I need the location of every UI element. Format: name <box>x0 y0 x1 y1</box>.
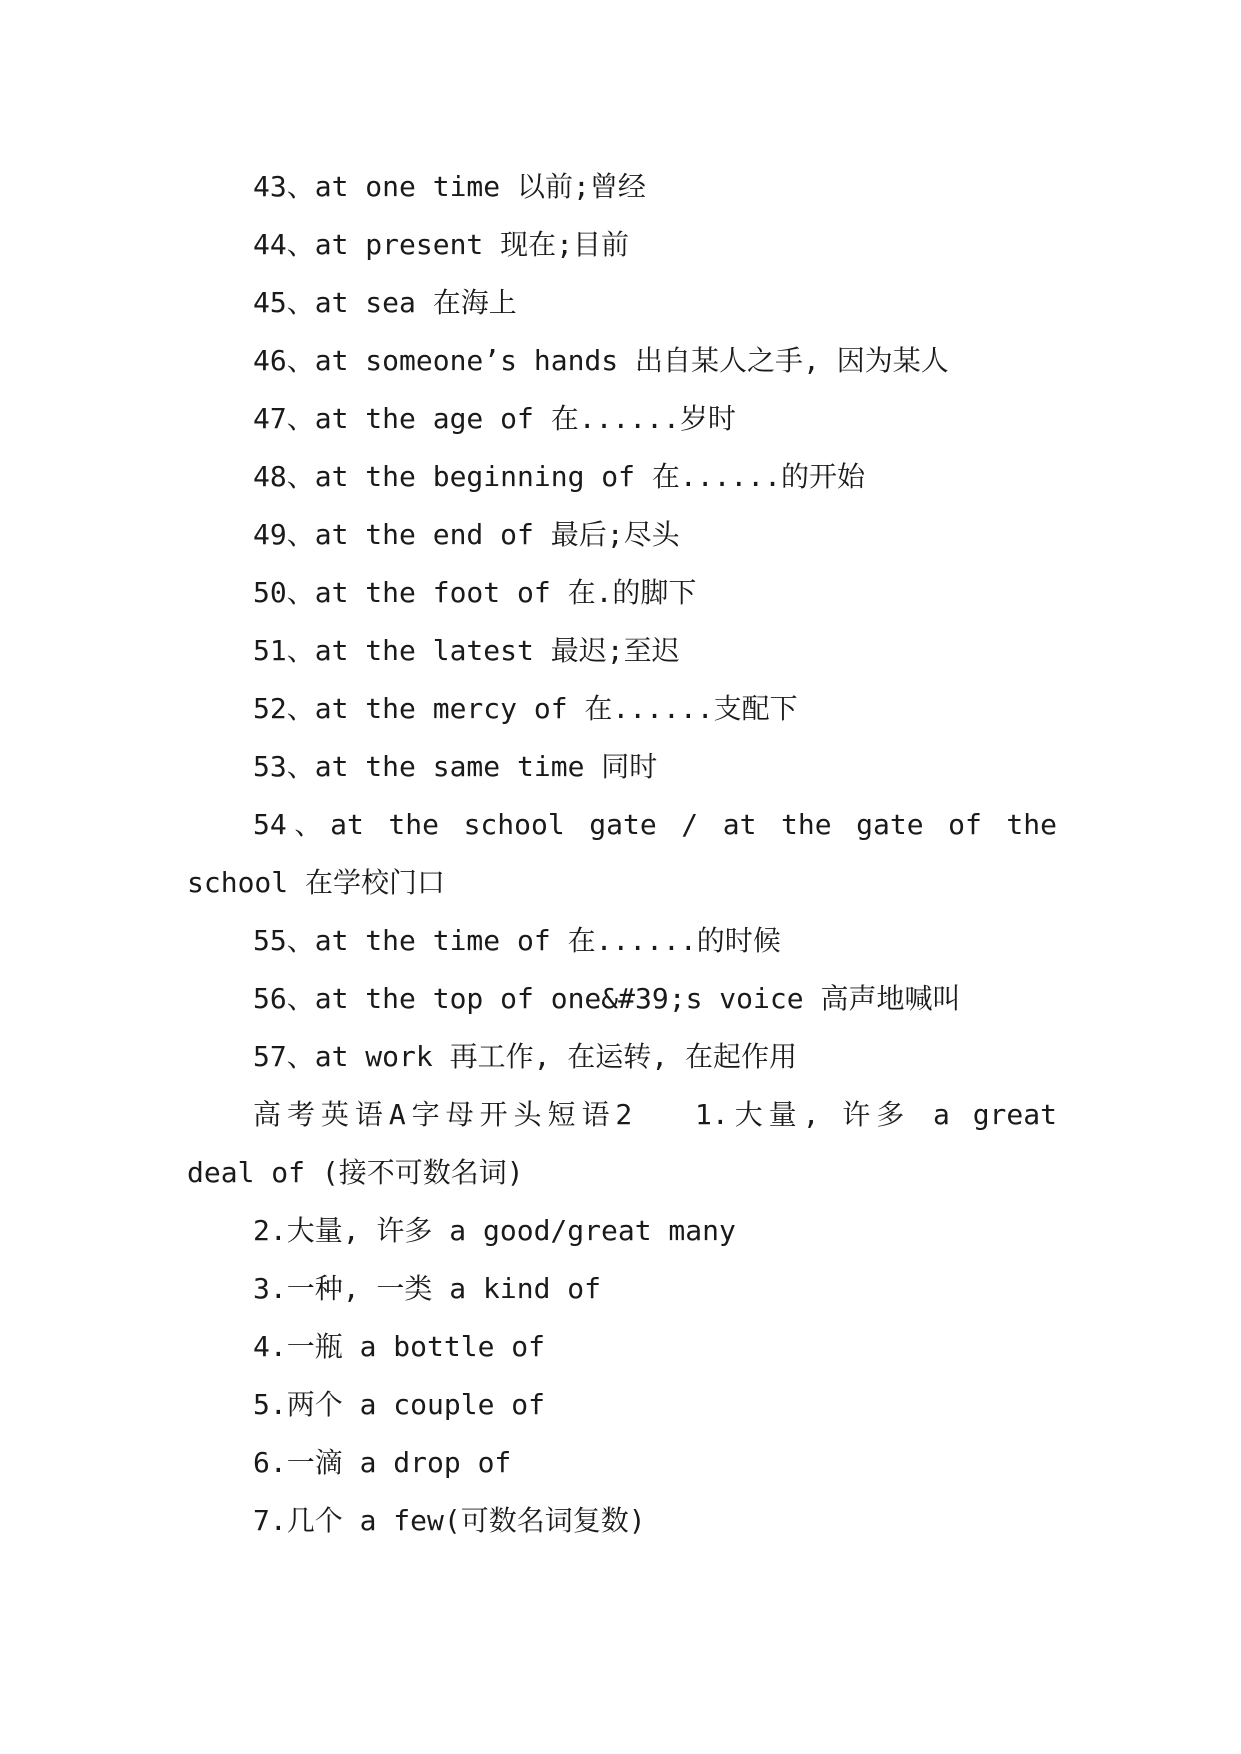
phrase-line-54-continued: school 在学校门口 <box>187 866 446 899</box>
phrase-line-4: 4.一瓶 a bottle of <box>253 1330 546 1363</box>
phrase-line-3: 3.一种, 一类 a kind of <box>253 1272 602 1305</box>
phrase-line-45: 45、at sea 在海上 <box>253 286 517 319</box>
phrase-line-7: 7.几个 a few(可数名词复数) <box>253 1504 646 1537</box>
section-heading-continued: deal of (接不可数名词) <box>187 1156 524 1189</box>
phrase-line-52: 52、at the mercy of 在......支配下 <box>253 692 798 725</box>
phrase-line-44: 44、at present 现在;目前 <box>253 228 630 261</box>
phrase-line-43: 43、at one time 以前;曾经 <box>253 170 646 203</box>
phrase-line-57: 57、at work 再工作, 在运转, 在起作用 <box>253 1040 798 1073</box>
phrase-line-54: 54、at the school gate / at the gate of the <box>253 808 1057 841</box>
phrase-line-56: 56、at the top of one&#39;s voice 高声地喊叫 <box>253 982 961 1015</box>
section-heading-line: 高考英语A字母开头短语2 1.大量, 许多 a great <box>253 1098 1057 1131</box>
phrase-line-55: 55、at the time of 在......的时候 <box>253 924 781 957</box>
phrase-line-51: 51、at the latest 最迟;至迟 <box>253 634 680 667</box>
phrase-line-46: 46、at someone’s hands 出自某人之手, 因为某人 <box>253 344 949 377</box>
phrase-line-6: 6.一滴 a drop of <box>253 1446 512 1479</box>
phrase-line-53: 53、at the same time 同时 <box>253 750 658 783</box>
phrase-line-50: 50、at the foot of 在.的脚下 <box>253 576 697 609</box>
phrase-line-47: 47、at the age of 在......岁时 <box>253 402 736 435</box>
phrase-line-48: 48、at the beginning of 在......的开始 <box>253 460 866 493</box>
phrase-list <box>187 158 1057 1550</box>
phrase-line-49: 49、at the end of 最后;尽头 <box>253 518 680 551</box>
phrase-line-2: 2.大量, 许多 a good/great many <box>253 1214 736 1247</box>
phrase-line-5: 5.两个 a couple of <box>253 1388 546 1421</box>
